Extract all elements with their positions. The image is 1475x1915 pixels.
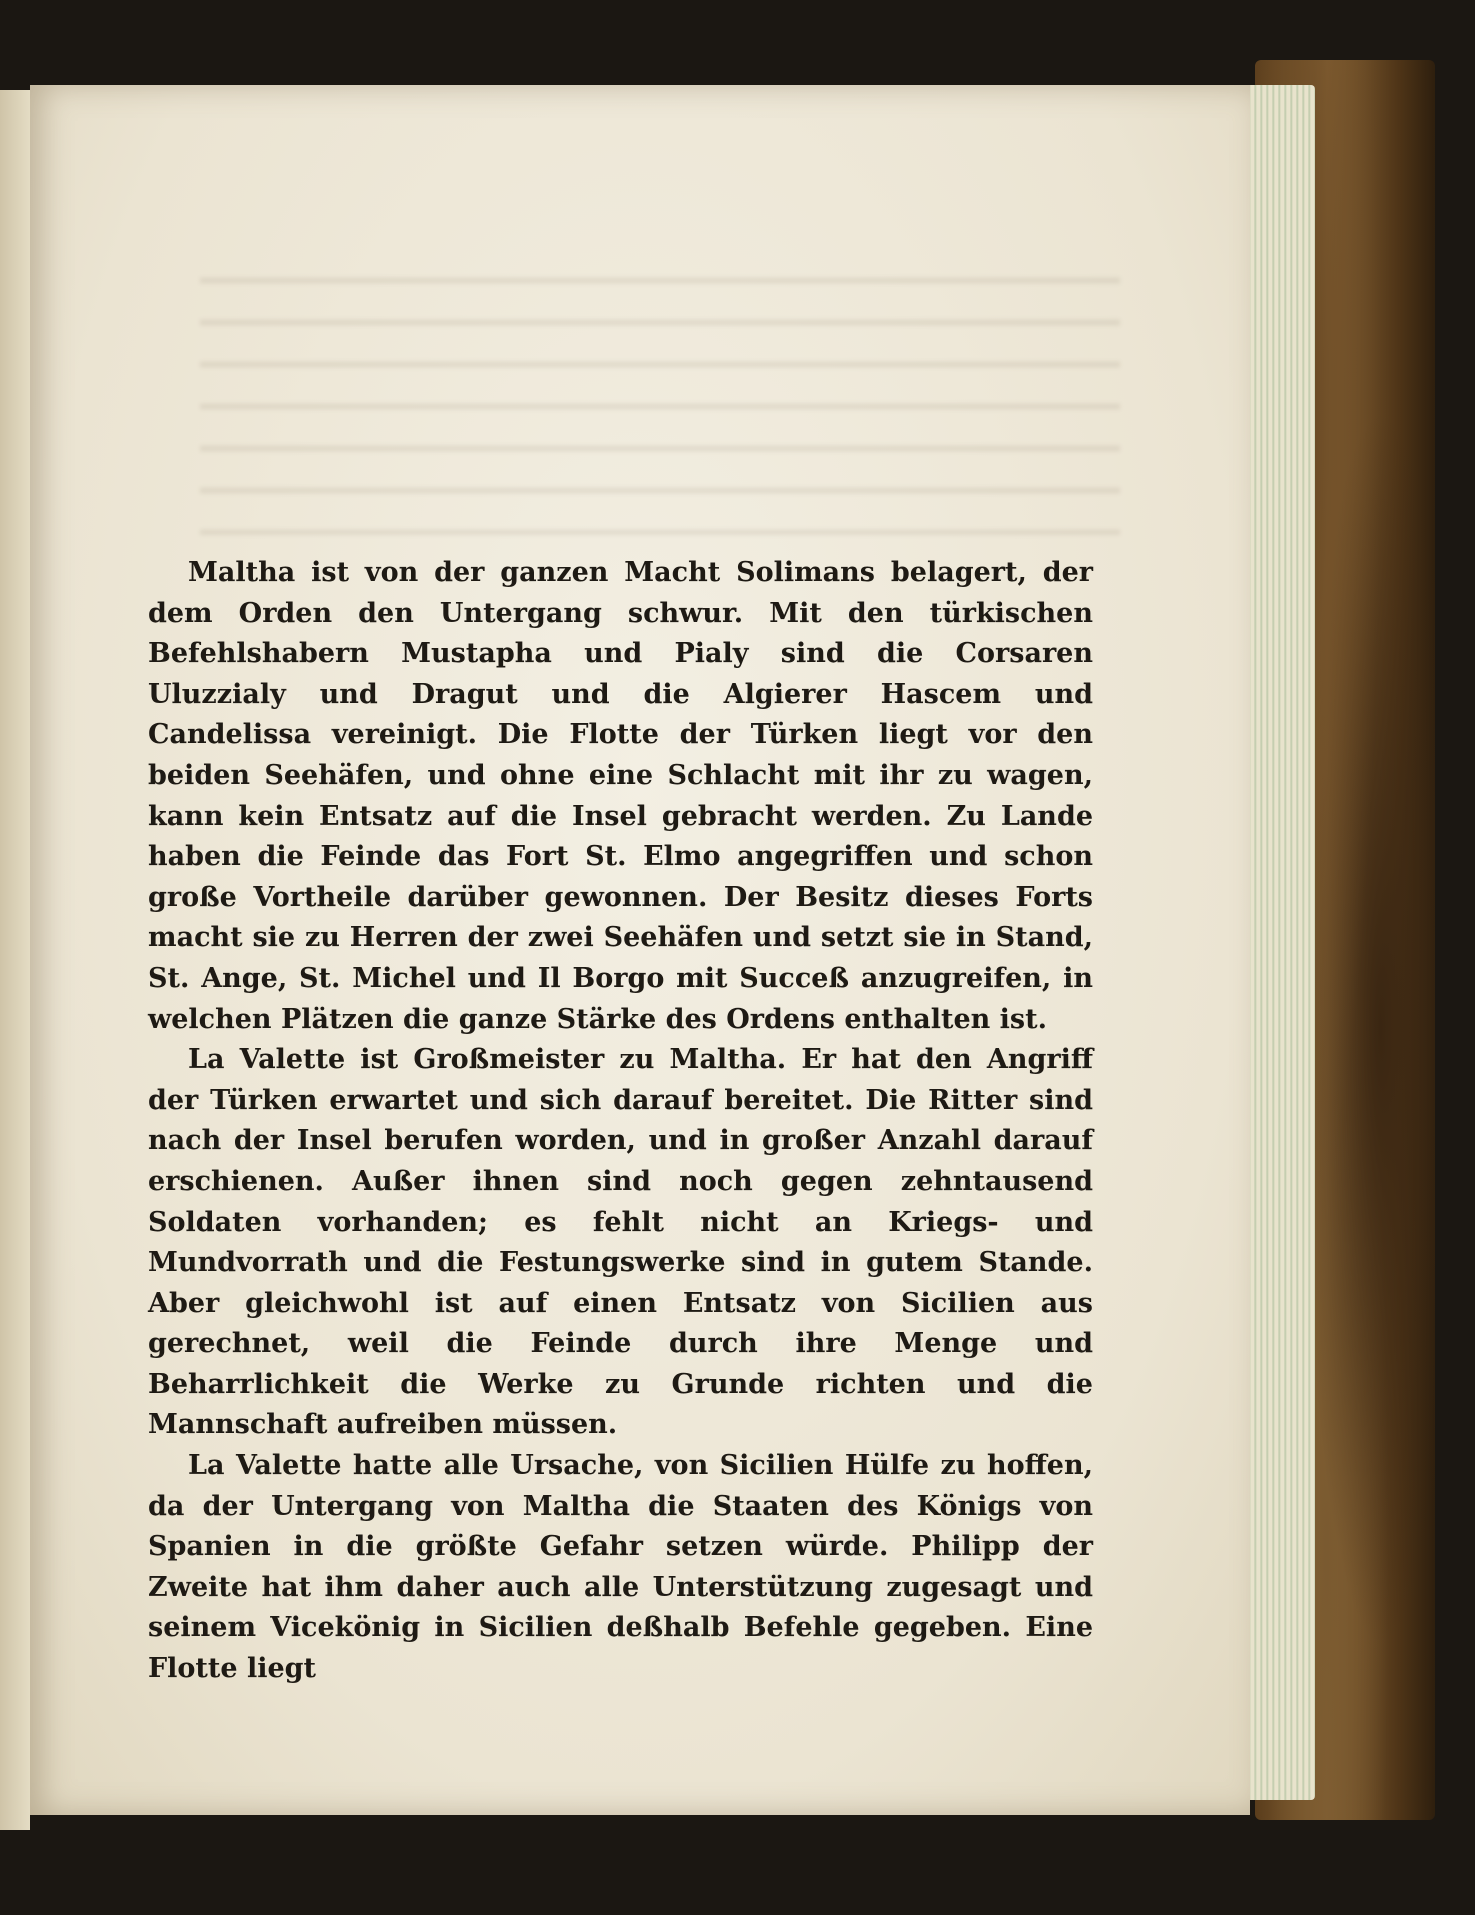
facing-page-edge (0, 90, 30, 1830)
show-through-text (200, 255, 1120, 535)
page-fore-edge (1245, 85, 1315, 1800)
paragraph-1: Maltha ist von der ganzen Macht Solimans belagert, der dem Orden den Untergang schwur. Mit den türkischen Befehlshabern Mustapha und Pialy sind die Corsaren Uluzzialy und Dragut und die Algierer Hascem und Candelissa vereinigt. Die Flotte der Türken liegt vor den beiden Seehäfen, und ohne eine Schlacht mit ihr zu wagen, kann kein Entsatz auf die Insel gebracht werden. Zu Lande haben die Feinde das Fort St. Elmo angegriffen und schon große Vortheile darüber gewonnen. Der Besitz dieses Forts macht sie zu Herren der zwei Seehäfen und setzt sie in Stand, St. Ange, St. Michel und Il Borgo mit Succeß anzugreifen, in welchen Plätzen die ganze Stärke des Ordens enthalten ist. (148, 557, 1093, 1035)
page-text-block (148, 553, 1093, 1690)
paragraph-3: La Valette hatte alle Ursache, von Sicilien Hülfe zu hoffen, da der Untergang von Maltha die Staaten des Königs von Spanien in die größte Gefahr setzen würde. Philipp der Zweite hat ihm daher auch alle Unterstützung zugesagt und seinem Vicekönig in Sicilien deßhalb Befehle gegeben. Eine Flotte liegt (148, 1450, 1093, 1685)
book-page (30, 85, 1250, 1815)
paragraph-2: La Valette ist Großmeister zu Maltha. Er hat den Angriff der Türken erwartet und sich darauf bereitet. Die Ritter sind nach der Insel berufen worden, und in großer Anzahl darauf erschienen. Außer ihnen sind noch gegen zehntausend Soldaten vorhanden; es fehlt nicht an Kriegs- und Mundvorrath und die Festungswerke sind in gutem Stande. Aber gleichwohl ist auf einen Entsatz von Sicilien aus gerechnet, weil die Feinde durch ihre Menge und Beharrlichkeit die Werke zu Grunde richten und die Mannschaft aufreiben müssen. (148, 1044, 1093, 1441)
